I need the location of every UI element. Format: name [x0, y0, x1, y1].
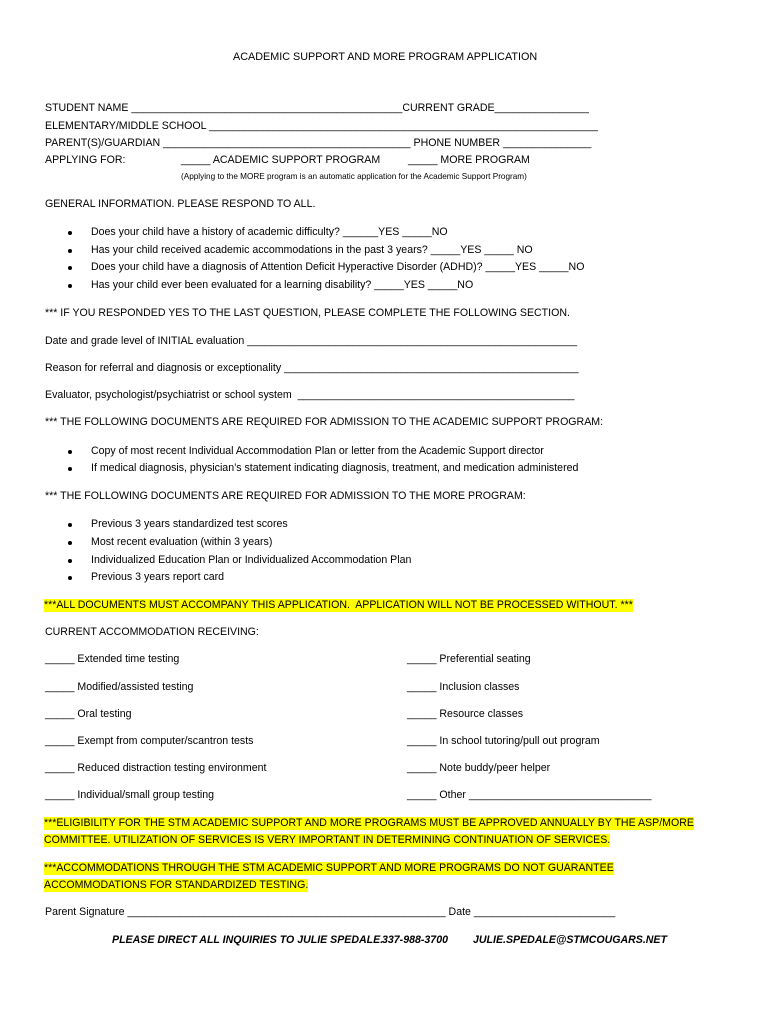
accommodation-option[interactable]: _____ Note buddy/peer helper [407, 762, 551, 774]
contact-phone: 337-988-3700 [382, 934, 448, 946]
accommodation-option[interactable]: _____ Individual/small group testing [45, 789, 215, 801]
bullet-dot [68, 266, 72, 270]
if-yes-instruction: *** IF YOU RESPONDED YES TO THE LAST QUESTION, PLEASE COMPLETE THE FOLLOWING SECTION. [45, 307, 570, 319]
question-accommodations[interactable]: Has your child received academic accommodations in the past 3 years? _____YES _____ NO [91, 244, 533, 256]
more-document-item: Individualized Education Plan or Individualized Accommodation Plan [91, 554, 412, 566]
general-info-heading: GENERAL INFORMATION. PLEASE RESPOND TO ALL. [45, 198, 316, 210]
bullet-dot [68, 559, 72, 563]
bullet-dot [68, 284, 72, 288]
asp-documents-heading: *** THE FOLLOWING DOCUMENTS ARE REQUIRED FOR ADMISSION TO THE ACADEMIC SUPPORT PROGRAM: [45, 416, 604, 428]
bullet-dot [68, 450, 72, 454]
student-name-line[interactable]: STUDENT NAME ______________________________________________CURRENT GRADE________________ [45, 102, 589, 114]
accommodation-option[interactable]: _____ Extended time testing [45, 653, 180, 665]
school-line[interactable]: ELEMENTARY/MIDDLE SCHOOL __________________________________________________________________ [45, 120, 598, 132]
accommodation-option[interactable]: _____ Inclusion classes [407, 681, 520, 693]
bullet-dot [68, 467, 72, 471]
bullet-dot [68, 523, 72, 527]
question-learning-disability[interactable]: Has your child ever been evaluated for a learning disability? _____YES _____NO [91, 279, 474, 291]
initial-evaluation-line[interactable]: Date and grade level of INITIAL evaluation ________________________________________________________ [45, 335, 578, 347]
accommodation-option[interactable]: _____ In school tutoring/pull out program [407, 735, 600, 747]
applying-for-label: APPLYING FOR: [45, 154, 126, 166]
bullet-dot [68, 249, 72, 253]
asp-document-item: If medical diagnosis, physician’s statement indicating diagnosis, treatment, and medication administered [91, 462, 579, 474]
more-document-item: Previous 3 years report card [91, 571, 225, 583]
asp-document-item: Copy of most recent Individual Accommodation Plan or letter from the Academic Support director [91, 445, 544, 457]
accommodation-option[interactable]: _____ Exempt from computer/scantron tests [45, 735, 254, 747]
inquiries-text: PLEASE DIRECT ALL INQUIRIES TO JULIE SPEDALE. [112, 934, 384, 946]
accommodation-option[interactable]: _____ Oral testing [45, 708, 132, 720]
eligibility-notice-line: ***ELIGIBILITY FOR THE STM ACADEMIC SUPPORT AND MORE PROGRAMS MUST BE APPROVED ANNUALLY BY THE ASP/MORE [44, 817, 694, 829]
more-document-item: Most recent evaluation (within 3 years) [91, 536, 273, 548]
more-documents-heading: *** THE FOLLOWING DOCUMENTS ARE REQUIRED FOR ADMISSION TO THE MORE PROGRAM: [45, 490, 526, 502]
applying-note: (Applying to the MORE program is an automatic application for the Academic Support Program) [181, 172, 527, 181]
parent-phone-line[interactable]: PARENT(S)/GUARDIAN __________________________________________ PHONE NUMBER _______________ [45, 137, 592, 149]
accommodations-heading: CURRENT ACCOMMODATION RECEIVING: [45, 626, 259, 638]
referral-reason-line[interactable]: Reason for referral and diagnosis or exceptionality __________________________________________________ [45, 362, 579, 374]
bullet-dot [68, 576, 72, 580]
accommodation-other-option[interactable]: _____ Other _______________________________ [407, 789, 652, 801]
documents-required-notice: ***ALL DOCUMENTS MUST ACCOMPANY THIS APPLICATION. APPLICATION WILL NOT BE PROCESSED WITHOUT. *** [44, 599, 633, 611]
guarantee-notice-line: ***ACCOMMODATIONS THROUGH THE STM ACADEMIC SUPPORT AND MORE PROGRAMS DO NOT GUARANTEE [44, 862, 614, 874]
bullet-dot [68, 541, 72, 545]
academic-support-option[interactable]: _____ ACADEMIC SUPPORT PROGRAM [181, 154, 381, 166]
accommodation-option[interactable]: _____ Preferential seating [407, 653, 531, 665]
eligibility-notice-line: COMMITTEE. UTILIZATION OF SERVICES IS VERY IMPORTANT IN DETERMINING CONTINUATION OF SERVICES. [44, 834, 611, 846]
contact-email[interactable]: JULIE.SPEDALE@STMCOUGARS.NET [473, 934, 667, 946]
question-adhd[interactable]: Does your child have a diagnosis of Attention Deficit Hyperactive Disorder (ADHD)? _____YES _____NO [91, 261, 585, 273]
accommodation-option[interactable]: _____ Modified/assisted testing [45, 681, 194, 693]
accommodation-option[interactable]: _____ Reduced distraction testing environment [45, 762, 267, 774]
bullet-dot [68, 231, 72, 235]
guarantee-notice-line: ACCOMMODATIONS FOR STANDARDIZED TESTING. [44, 879, 309, 891]
question-academic-difficulty[interactable]: Does your child have a history of academic difficulty? ______YES _____NO [91, 226, 448, 238]
more-program-option[interactable]: _____ MORE PROGRAM [408, 154, 530, 166]
parent-signature-line[interactable]: Parent Signature ______________________________________________________ Date ________________________ [45, 906, 616, 918]
form-title: ACADEMIC SUPPORT AND MORE PROGRAM APPLICATION [233, 51, 538, 63]
evaluator-line[interactable]: Evaluator, psychologist/psychiatrist or school system _______________________________________________ [45, 389, 575, 401]
accommodation-option[interactable]: _____ Resource classes [407, 708, 524, 720]
more-document-item: Previous 3 years standardized test scores [91, 518, 288, 530]
